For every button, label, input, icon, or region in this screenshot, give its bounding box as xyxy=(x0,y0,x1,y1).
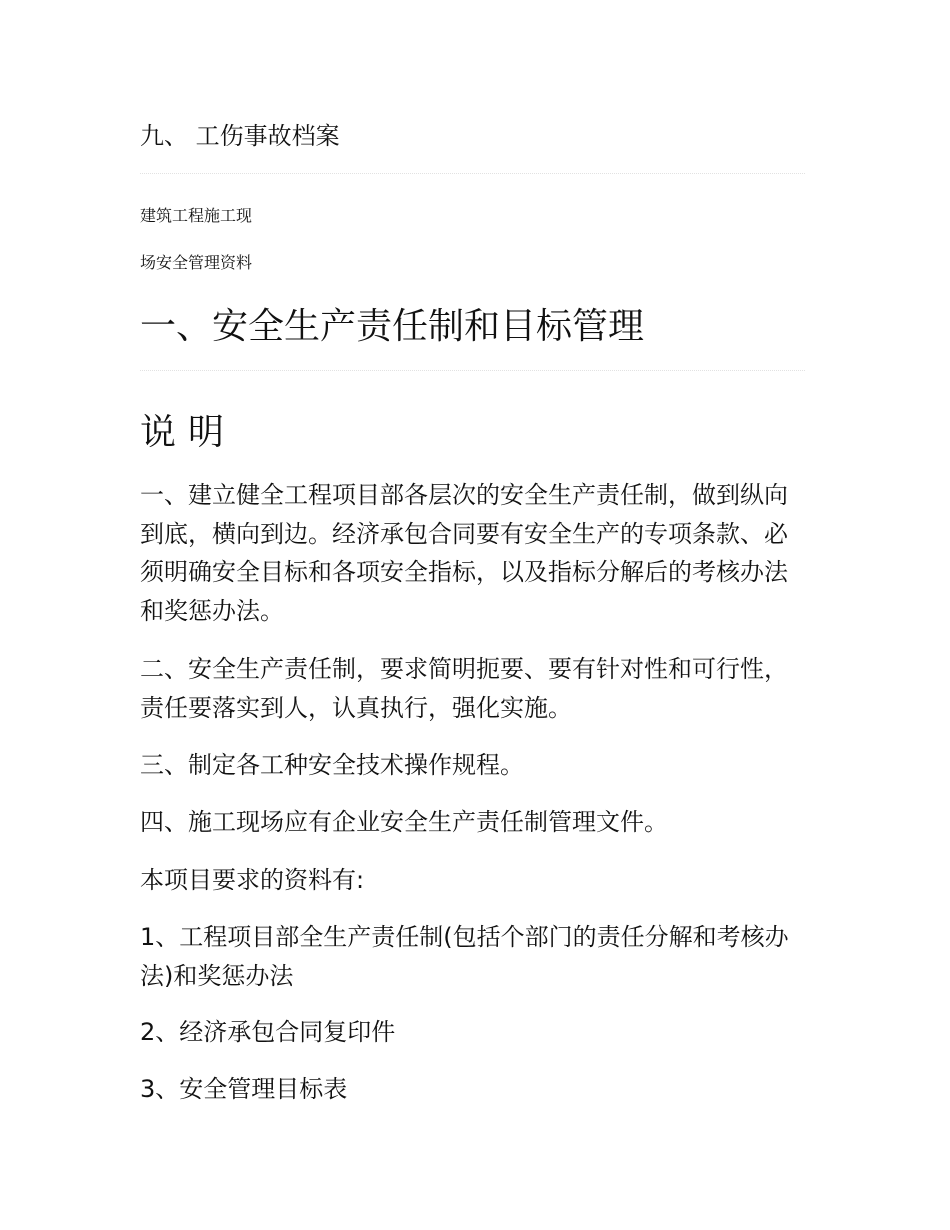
paragraph: 三、制定各工种安全技术操作规程。 xyxy=(140,751,524,779)
paragraph: 二、安全生产责任制，要求简明扼要、要有针对性和可行性，责任要落实到人，认真执行，强化实施。 xyxy=(140,655,788,722)
document-subtitle-line-2: 场安全管理资料 xyxy=(140,253,253,272)
main-section-title: 一、安全生产责任制和目标管理 xyxy=(140,306,645,347)
divider-dotted xyxy=(140,173,805,174)
section-nine-heading: 九、 工伤事故档案 xyxy=(140,122,340,150)
explanation-heading: 说明 xyxy=(140,412,237,453)
divider-dotted xyxy=(140,370,805,371)
paragraph: 四、施工现场应有企业安全生产责任制管理文件。 xyxy=(140,808,668,836)
paragraph: 本项目要求的资料有: xyxy=(140,866,365,894)
document-subtitle-line-1: 建筑工程施工现 xyxy=(140,206,253,225)
list-item: 1、工程项目部全生产责任制(包括个部门的责任分解和考核办法)和奖惩办法 xyxy=(140,923,789,990)
list-item: 3、安全管理目标表 xyxy=(140,1075,348,1103)
paragraph: 一、建立健全工程项目部各层次的安全生产责任制，做到纵向到底，横向到边。经济承包合同要有安全生产的专项条款、必须明确安全目标和各项安全指标，以及指标分解后的考核办法和奖惩办法。 xyxy=(140,481,788,625)
list-item: 2、经济承包合同复印件 xyxy=(140,1018,396,1046)
